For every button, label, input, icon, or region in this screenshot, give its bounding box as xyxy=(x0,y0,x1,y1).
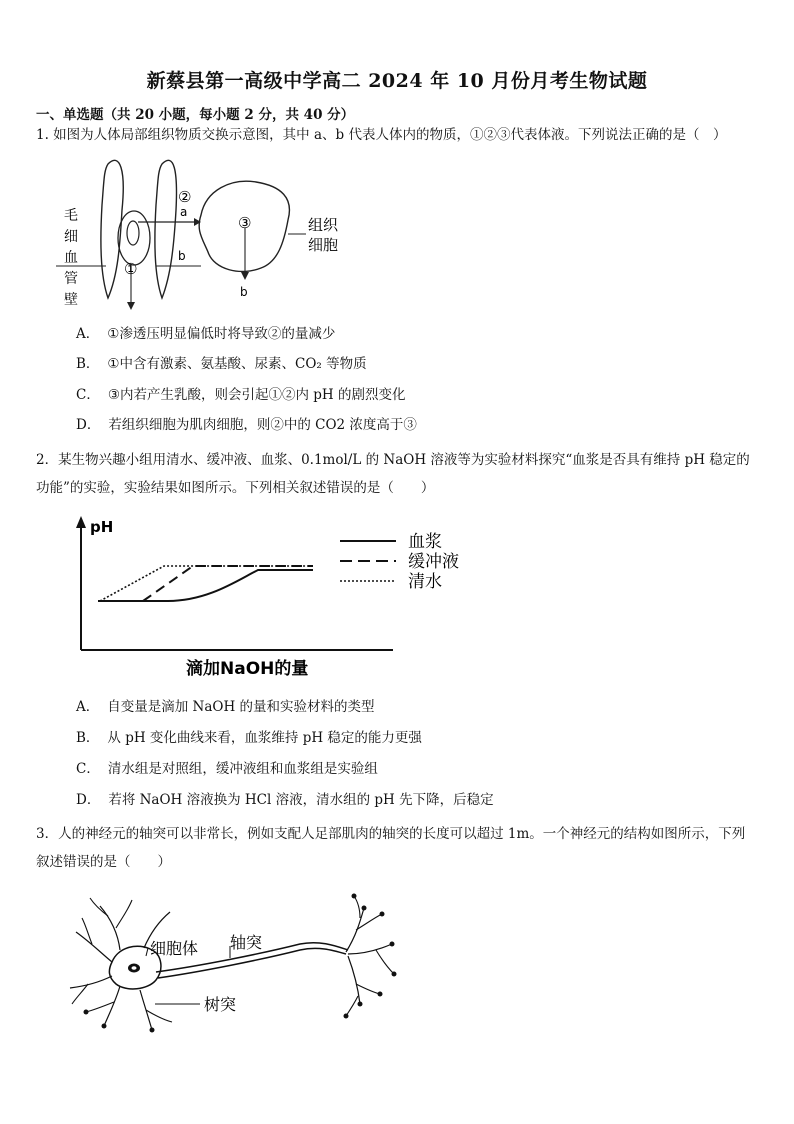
y-axis-label: pH xyxy=(90,518,114,536)
question-1-option-c: C． ③内若产生乳酸，则会引起①②内 pH 的剧烈变化 xyxy=(76,387,406,403)
dendrite-label: 树突 xyxy=(204,995,237,1014)
question-1-option-b: B． ①中含有激素、氨基酸、尿素、CO₂ 等物质 xyxy=(76,356,367,372)
capillary-wall-label: 血 xyxy=(64,250,78,266)
question-2-option-d: D． 若将 NaOH 溶液换为 HCl 溶液，清水组的 pH 先下降，后稳定 xyxy=(76,792,494,808)
legend-water: 清水 xyxy=(408,572,442,592)
question-2-option-a: A． 自变量是滴加 NaOH 的量和实验材料的类型 xyxy=(76,699,375,715)
neuron-figure xyxy=(60,892,410,1042)
legend-plasma: 血浆 xyxy=(408,532,442,552)
fluid-1-label: ① xyxy=(124,260,138,278)
ph-curve-figure xyxy=(68,512,468,680)
question-1-stem: 1. 如图为人体局部组织物质交换示意图，其中 a、b 代表人体内的物质，①②③代表体液。下列说法正确的是（ ） xyxy=(36,127,727,143)
arrow-b-label: b xyxy=(178,249,186,263)
capillary-wall-label: 毛 xyxy=(64,208,78,224)
capillary-wall-label: 壁 xyxy=(64,292,78,308)
page-title: 新蔡县第一高级中学高二 2024 年 10 月份月考生物试题 xyxy=(146,70,648,92)
question-1-option-a: A． ①渗透压明显偏低时将导致②的量减少 xyxy=(76,326,336,342)
arrow-b-label: b xyxy=(240,285,248,299)
fluid-3-label: ③ xyxy=(238,214,252,232)
question-3-stem: 3．人的神经元的轴突可以非常长，例如支配人足部肌肉的轴突的长度可以超过 1m。一个神经元的结构如图所示，下列叙述错误的是（ ） xyxy=(36,826,746,870)
question-2-option-c: C． 清水组是对照组，缓冲液组和血浆组是实验组 xyxy=(76,761,378,777)
tissue-cell-label: 组织 xyxy=(308,216,339,234)
x-axis-label: 滴加NaOH的量 xyxy=(186,659,309,679)
tissue-cell-label: 细胞 xyxy=(308,236,339,254)
fluid-2-label: ② xyxy=(178,188,192,206)
arrow-a-label: a xyxy=(180,205,188,219)
cell-body-label: 细胞体 xyxy=(150,939,199,958)
section-heading: 一、单选题（共 20 小题，每小题 2 分，共 40 分） xyxy=(36,107,355,123)
capillary-wall-label: 细 xyxy=(64,229,78,245)
capillary-wall-label: 管 xyxy=(64,271,78,287)
question-2-stem: 2．某生物兴趣小组用清水、缓冲液、血浆、0.1mol/L 的 NaOH 溶液等为实验材料探究“血浆是否具有维持 pH 稳定的功能”的实验，实验结果如图所示。下列相关叙述错误的是（ ） xyxy=(36,452,750,496)
question-2-option-b: B． 从 pH 变化曲线来看，血浆维持 pH 稳定的能力更强 xyxy=(76,730,422,746)
legend-buffer: 缓冲液 xyxy=(408,552,459,572)
axon-label: 轴突 xyxy=(230,933,263,952)
tissue-exchange-figure xyxy=(56,150,346,312)
question-1-option-d: D． 若组织细胞为肌肉细胞，则②中的 CO2 浓度高于③ xyxy=(76,417,417,433)
